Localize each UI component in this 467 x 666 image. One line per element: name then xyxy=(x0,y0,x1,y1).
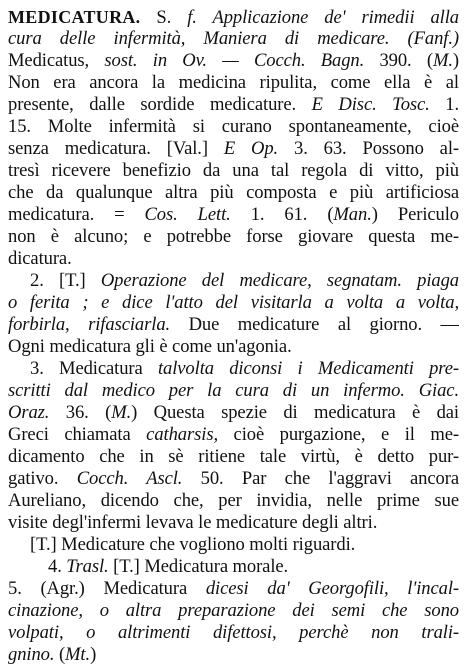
italic-text: sost. xyxy=(104,50,153,71)
italic-text: Man. xyxy=(333,204,372,225)
text-line xyxy=(8,72,459,94)
text: 4. xyxy=(48,556,67,577)
text-line xyxy=(8,50,459,72)
text-line xyxy=(8,424,459,446)
text: 1. 61. ( xyxy=(230,204,334,225)
italic-text: cura delle infermità, Maniera di medicare. (Fanf.) xyxy=(8,28,459,49)
text: medicatura. = xyxy=(8,204,145,225)
text-line xyxy=(8,490,459,512)
text: che da qualunque altra più composta e più artificiosa xyxy=(8,182,459,203)
text: 1. xyxy=(429,94,459,115)
text: 50. Par che l'aggravi ancora xyxy=(182,468,459,489)
text: senza medicatura. [Val.] xyxy=(8,138,224,159)
text-line xyxy=(8,358,459,380)
italic-text: Trasl. xyxy=(66,556,109,577)
text-line xyxy=(8,160,459,182)
text-line xyxy=(8,138,459,160)
text-line xyxy=(8,512,459,534)
text-line xyxy=(8,644,459,666)
italic-text: Oraz. xyxy=(8,402,50,423)
text: ) xyxy=(452,50,459,71)
text-line xyxy=(8,314,459,336)
text: dicatura. xyxy=(8,248,72,269)
text: Greci chiamata xyxy=(8,424,147,445)
text: 36. ( xyxy=(49,402,112,423)
text: presente, dalle sordide medicature. xyxy=(8,94,312,115)
text: 15. Molte infermità si curano spontaneamente, cioè xyxy=(8,116,459,137)
italic-text: M. xyxy=(111,402,132,423)
text: 3. Medicatura xyxy=(30,358,158,379)
italic-text: Operazione del medicare, segnatam. piaga xyxy=(100,270,459,291)
text-line xyxy=(8,578,459,600)
text: Ogni medicatura gli è come un'agonia. xyxy=(8,336,292,357)
text: ) Periculo xyxy=(371,204,459,225)
italic-text: Mt. xyxy=(65,644,91,665)
text-line xyxy=(8,380,459,402)
text-line xyxy=(8,468,459,490)
text: [T.] Medicature che vogliono molti riguardi. xyxy=(30,534,356,555)
dictionary-entry-medicatura xyxy=(8,6,459,666)
text-line xyxy=(8,622,459,644)
text-line xyxy=(8,204,459,226)
text-line xyxy=(8,226,459,248)
italic-text: E Op. xyxy=(223,138,279,159)
text: Non era ancora la medicina ripulita, come ella è al xyxy=(8,72,459,93)
text: visite degl'infermi levava le medicature degli altri. xyxy=(8,512,378,533)
text: cioè purgazione, e il me- xyxy=(218,424,459,445)
italic-text: forbirla, rifasciarla. xyxy=(8,314,171,335)
text-line xyxy=(8,534,459,556)
text-line xyxy=(8,28,459,50)
text: Due medicature al giorno. — xyxy=(170,314,459,335)
italic-text: o ferita ; e dice l'atto del visitarla a volta a volta, xyxy=(8,292,459,313)
italic-text: dicesi da' Georgofili, l'incal- xyxy=(205,578,459,599)
text: gativo. xyxy=(8,468,77,489)
text-line xyxy=(8,6,459,28)
italic-text: volpati, o altrimenti difettosi, perchè non trali- xyxy=(8,622,459,643)
text: 3. 63. Possono al- xyxy=(278,138,459,159)
text-line xyxy=(8,600,459,622)
text-line xyxy=(8,116,459,138)
text: 2. [T.] xyxy=(30,270,101,291)
text: Medicatus, xyxy=(8,50,105,71)
italic-text: Cocch. Ascl. xyxy=(76,468,183,489)
text: [T.] Medicatura morale. xyxy=(108,556,289,577)
text-line xyxy=(8,182,459,204)
italic-text: catharsis, xyxy=(146,424,219,445)
italic-text: gnino. xyxy=(8,644,55,665)
text-line xyxy=(8,94,459,116)
italic-text: in Ov. — Cocch. Bagn. xyxy=(152,50,365,71)
text: tresì ricevere benefizio da una tal regola di vitto, più xyxy=(8,160,459,181)
italic-text: Cos. Lett. xyxy=(144,204,231,225)
text-line xyxy=(8,556,459,578)
text-line xyxy=(8,336,459,358)
text-line xyxy=(8,248,459,270)
italic-text: f. Applicazione de' rimedii alla xyxy=(187,7,459,28)
text-line xyxy=(8,292,459,314)
text-line xyxy=(8,270,459,292)
text: 5. (Agr.) Medicatura xyxy=(8,578,206,599)
italic-text: talvolta diconsi i Medicamenti pre- xyxy=(157,358,459,379)
italic-text: scritti dal medico per la cura di un infermo. Giac. xyxy=(8,380,459,401)
text-line xyxy=(8,402,459,424)
italic-text: cinazione, o altra preparazione dei semi che sono xyxy=(8,600,459,621)
text: dicamento che in sè ritiene tale virtù, è detto pur- xyxy=(8,446,459,467)
italic-text: M. xyxy=(432,50,453,71)
text: ) xyxy=(90,644,97,665)
text: 390. ( xyxy=(364,50,433,71)
text: Aureliano, dicendo che, per invidia, nelle prime sue xyxy=(8,490,459,511)
text: S. xyxy=(140,7,188,28)
text: ) Questa spezie di medicatura è dai xyxy=(131,402,459,423)
headword: MEDICATURA. xyxy=(8,7,141,27)
text-line xyxy=(8,446,459,468)
italic-text: E Disc. Tosc. xyxy=(311,94,430,115)
text: ( xyxy=(54,644,66,665)
text: non è alcuno; e potrebbe forse giovare questa me- xyxy=(8,226,459,247)
